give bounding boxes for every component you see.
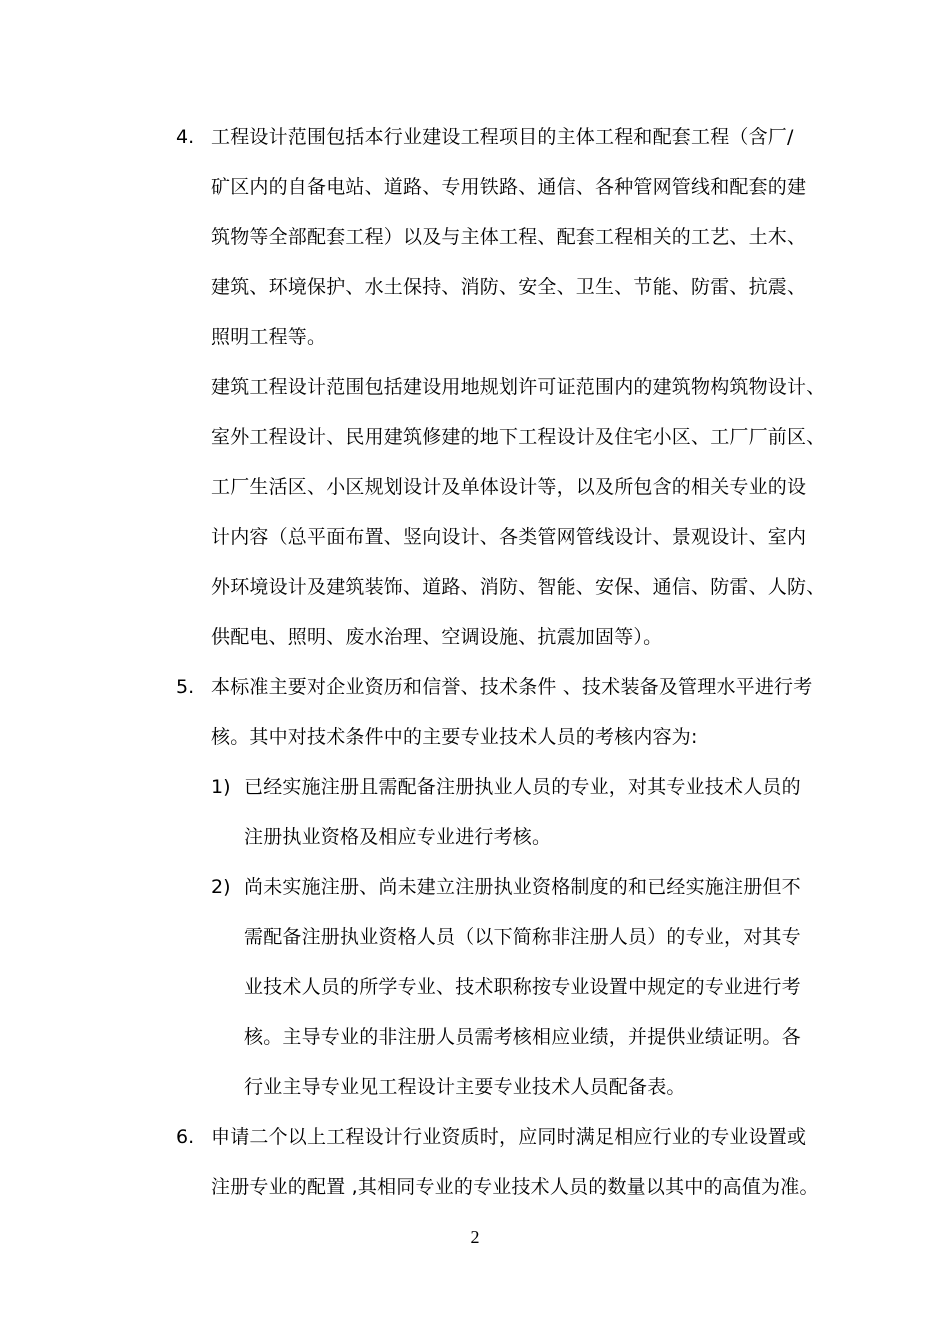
subitem-number: 2) — [211, 876, 231, 898]
paragraph-line: 矿区内的自备电站、道路、专用铁路、通信、各种管网管线和配套的建 — [211, 176, 807, 198]
paragraph-line: 核。主导专业的非注册人员需考核相应业绩，并提供业绩证明。各 — [244, 1026, 801, 1048]
paragraph-line: 行业主导专业见工程设计主要专业技术人员配备表。 — [244, 1076, 686, 1098]
item-number: 4. — [176, 126, 195, 148]
page-number: 2 — [470, 1227, 480, 1247]
paragraph-line: 工厂生活区、小区规划设计及单体设计等，以及所包含的相关专业的设 — [211, 476, 807, 498]
paragraph-line: 业技术人员的所学专业、技术职称按专业设置中规定的专业进行考 — [244, 976, 801, 998]
item-number: 6. — [176, 1126, 195, 1148]
paragraph-line: 申请二个以上工程设计行业资质时，应同时满足相应行业的专业设置或 — [211, 1126, 807, 1148]
paragraph-line: 供配电、照明、废水治理、空调设施、抗震加固等）。 — [211, 626, 663, 648]
paragraph-line: 照明工程等。 — [211, 326, 327, 348]
paragraph-line: 工程设计范围包括本行业建设工程项目的主体工程和配套工程（含厂/ — [211, 126, 794, 148]
subitem-number: 1) — [211, 776, 231, 798]
paragraph-line: 核。其中对技术条件中的主要专业技术人员的考核内容为: — [211, 726, 698, 748]
paragraph-line: 建筑工程设计范围包括建设用地规划许可证范围内的建筑物构筑物设计、 — [211, 376, 826, 398]
paragraph-line: 建筑、环境保护、水土保持、消防、安全、卫生、节能、防雷、抗震、 — [211, 276, 807, 298]
paragraph-line: 尚未实施注册、尚未建立注册执业资格制度的和已经实施注册但不 — [244, 876, 801, 898]
paragraph-line: 外环境设计及建筑装饰、道路、消防、智能、安保、通信、防雷、人防、 — [211, 576, 826, 598]
paragraph-line: 计内容（总平面布置、竖向设计、各类管网管线设计、景观设计、室内 — [211, 526, 807, 548]
paragraph-line: 需配备注册执业资格人员（以下简称非注册人员）的专业，对其专 — [244, 926, 801, 948]
paragraph-line: 注册专业的配置 ,其相同专业的专业技术人员的数量以其中的高值为准。 — [211, 1176, 819, 1198]
paragraph-line: 已经实施注册且需配备注册执业人员的专业，对其专业技术人员的 — [244, 776, 801, 798]
paragraph-line: 筑物等全部配套工程）以及与主体工程、配套工程相关的工艺、土木、 — [211, 226, 807, 248]
item-number: 5. — [176, 676, 195, 698]
paragraph-line: 注册执业资格及相应专业进行考核。 — [244, 826, 552, 848]
paragraph-line: 本标准主要对企业资历和信誉、技术条件 、技术装备及管理水平进行考 — [211, 676, 813, 698]
paragraph-line: 室外工程设计、民用建筑修建的地下工程设计及住宅小区、工厂厂前区、 — [211, 426, 826, 448]
